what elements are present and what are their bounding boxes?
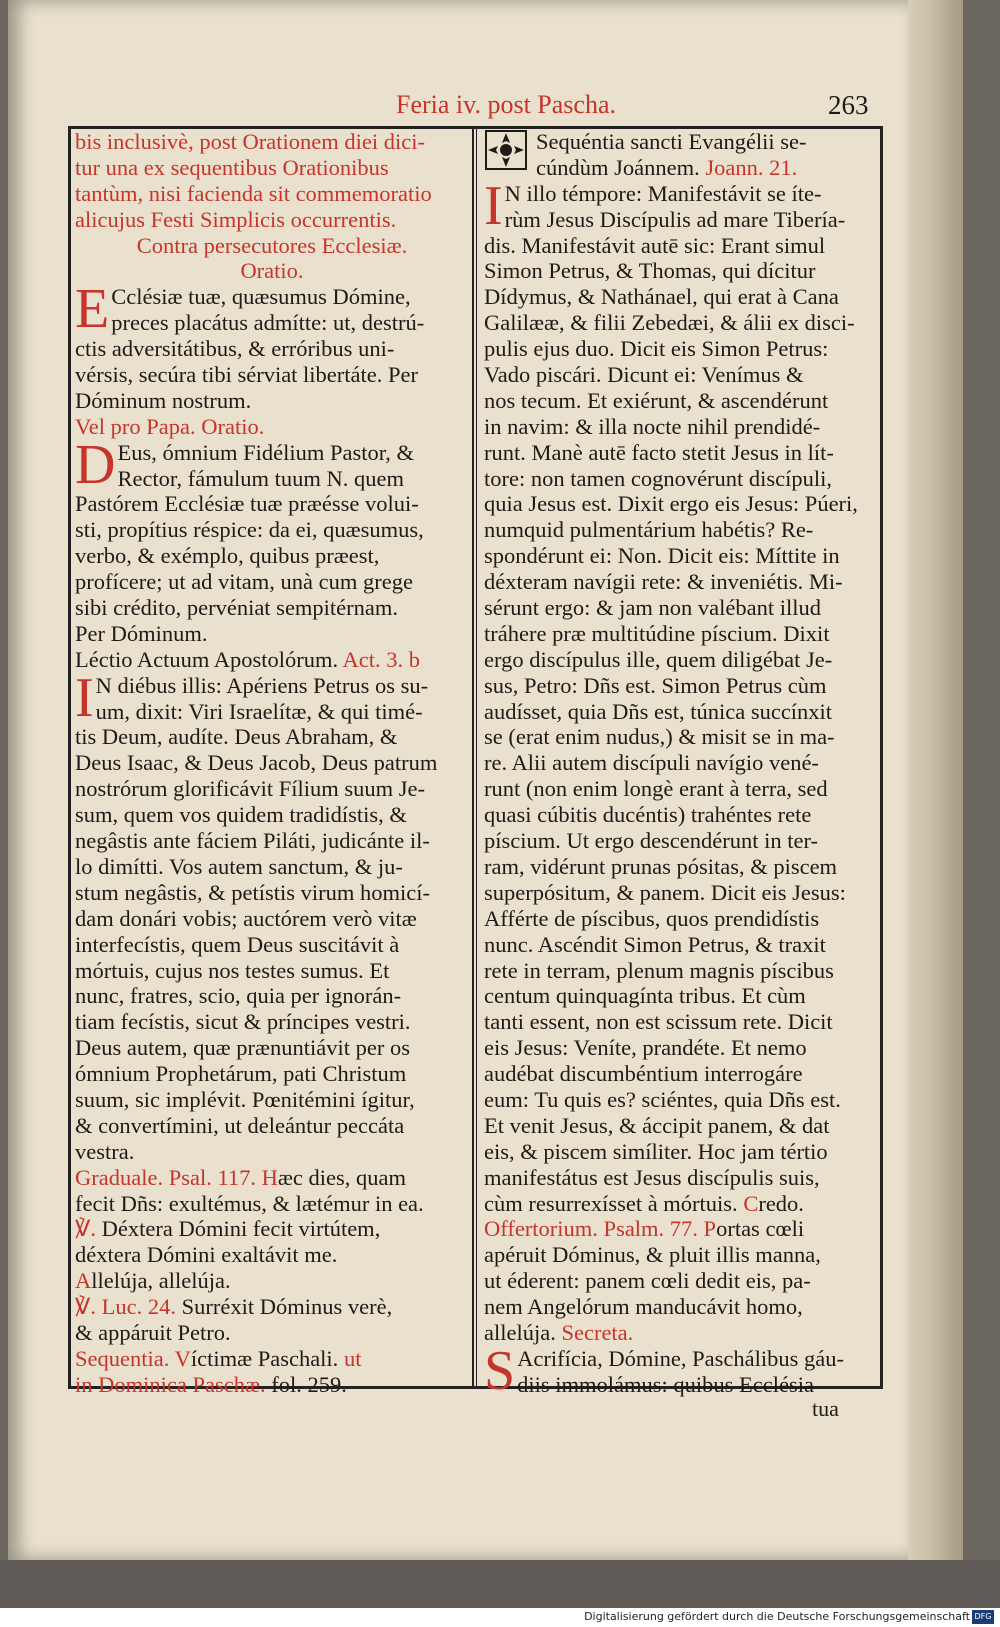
- left-text-line: profícere; ut ad vitam, unà cum grege: [75, 569, 413, 595]
- right-text-line: numquid pulmentárium habétis? Re-: [484, 517, 814, 543]
- drop-capital: D: [75, 433, 116, 496]
- column-divider-inner: [476, 126, 477, 1389]
- left-text-line: Contra persecutores Ecclesiæ.: [136, 232, 408, 258]
- left-text-line: Pastórem Ecclésiæ tuæ præésse volui-: [75, 491, 419, 517]
- left-text-line: Oratio.: [240, 258, 304, 284]
- right-text-line: Dídymus, & Nathánael, qui erat à Cana: [484, 284, 839, 310]
- left-text-line: dam donári vobis; auctórem verò vitæ: [75, 905, 417, 931]
- right-text-line: cùm resurrexísset à mórtuis. Credo.: [484, 1190, 804, 1216]
- left-text-line: sti, propítius réspice: da ei, quæsumus,: [75, 517, 424, 543]
- right-text-line: Afférte de píscibus, quos prendidístis: [484, 905, 820, 931]
- left-text-line: verbo, & exémplo, quibus præest,: [75, 543, 380, 569]
- right-text-line: ergo discípulus ille, quem diligébat Je-: [484, 646, 833, 672]
- right-text-line: centum quinquagínta tribus. Et cùm: [484, 983, 806, 1009]
- left-text-line: ℣. Luc. 24. Surréxit Dóminus verè,: [75, 1294, 393, 1320]
- left-text-line: Allelúja, allelúja.: [75, 1268, 231, 1294]
- page-edge: [908, 0, 963, 1580]
- left-text-line: & convertímini, ut deleántur peccáta: [75, 1112, 405, 1138]
- left-text-line: Léctio Actuum Apostolórum. Act. 3. b: [75, 646, 420, 672]
- right-text-line: rùm Jesus Discípulis ad mare Tibería-: [504, 206, 846, 232]
- left-text-line: preces placátus admítte: ut, destrú-: [111, 310, 425, 336]
- footer-text: Digitalisierung gefördert durch die Deutsche Forschungsgemeinschaft: [584, 1610, 970, 1623]
- left-text-line: vestra.: [75, 1138, 135, 1164]
- left-text-line: Per Dóminum.: [75, 620, 208, 646]
- left-text-line: negâstis ante fáciem Piláti, judicánte il-: [75, 828, 430, 854]
- left-text-line: tantùm, nisi facienda sit commemoratio: [75, 180, 432, 206]
- right-text-line: runt (non enim longè erant à terra, sed: [484, 776, 828, 802]
- left-text-line: mórtuis, cujus nos testes sumus. Et: [75, 957, 390, 983]
- right-text-line: sérunt ergo: & jam non valébant illud: [484, 595, 822, 621]
- left-text-line: Sequentia. Víctimæ Paschali. ut: [75, 1345, 362, 1371]
- drop-capital: S: [484, 1339, 516, 1402]
- left-text-line: suum, sic implévit. Pœnitémini ígitur,: [75, 1086, 415, 1112]
- right-text-line: superpósitum, & panem. Dicit eis Jesus:: [484, 879, 846, 905]
- right-text-line: Sequéntia sancti Evangélii se-: [484, 129, 876, 155]
- right-text-line: déxteram navígii rete: & inveniétis. Mi-: [484, 569, 843, 595]
- right-text-line: eis Jesus: Veníte, prandéte. Et nemo: [484, 1035, 807, 1061]
- left-text-line: in Dominica Paschæ. fol. 259.: [75, 1371, 347, 1397]
- right-text-line: runt. Manè autē facto stetit Jesus in lít-: [484, 439, 834, 465]
- drop-capital: E: [75, 278, 110, 341]
- right-text-line: apéruit Dóminus, & pluit illis manna,: [484, 1242, 821, 1268]
- right-text-line: tore: non tamen cognovérunt discípuli,: [484, 465, 833, 491]
- left-text-line: D Eus, ómnium Fidélium Pastor, &: [75, 433, 415, 496]
- right-text-line: in navim: & illa nocte nihil prendidé-: [484, 413, 821, 439]
- right-text-line: quia Jesus est. Dixit ergo eis Jesus: Púeri,: [484, 491, 858, 517]
- left-text-line: interfecístis, quem Deus suscitávit à: [75, 931, 400, 957]
- frame-left-rule: [68, 126, 71, 1389]
- left-text-line: Graduale. Psal. 117. Hæc dies, quam: [75, 1164, 406, 1190]
- dfg-logo: DFG: [972, 1610, 994, 1624]
- right-text-line: spondérunt ei: Non. Dicit eis: Míttite in: [484, 543, 840, 569]
- right-text-line: pulis ejus duo. Dicit eis Simon Petrus:: [484, 336, 829, 362]
- catchword: tua: [812, 1396, 839, 1421]
- right-text-line: audísset, quia Dñs est, túnica succínxit: [484, 698, 833, 724]
- right-text-line: Et venit Jesus, & áccipit panem, & dat: [484, 1112, 830, 1138]
- left-text-line: Dóminum nostrum.: [75, 387, 252, 413]
- footer-bar: [0, 1608, 1000, 1627]
- right-text-line: audébat discumbéntium interrogáre: [484, 1061, 803, 1087]
- fleuron-ornament-icon: [484, 129, 528, 171]
- left-text-line: ómnium Prophetárum, pati Christum: [75, 1061, 407, 1087]
- left-text-line: stum negâstis, & petístis virum homicí-: [75, 879, 430, 905]
- right-text-line: eis, & piscem simíliter. Hoc jam tértio: [484, 1138, 828, 1164]
- left-text-line: tis Deum, audíte. Deus Abraham, &: [75, 724, 398, 750]
- left-text-line: fecit Dñs: exultémus, & lætémur in ea.: [75, 1190, 424, 1216]
- left-text-line: ℣. Déxtera Dómini fecit virtútem,: [75, 1216, 381, 1242]
- column-divider: [472, 126, 474, 1389]
- left-text-line: déxtera Dómini exaltávit me.: [75, 1242, 338, 1268]
- page-number: 263: [828, 90, 869, 120]
- left-text-line: nostrórum glorificávit Fílium suum Je-: [75, 776, 425, 802]
- right-text-line: nem Angelórum manducávit homo,: [484, 1294, 803, 1320]
- right-text-line: nunc. Ascéndit Simon Petrus, & traxit: [484, 931, 826, 957]
- right-text-line: Offertorium. Psalm. 77. Portas cœli: [484, 1216, 805, 1242]
- left-text-line: Rector, fámulum tuum N. quem: [117, 465, 404, 491]
- right-text-line: Vado piscári. Dicunt ei: Venímus &: [484, 362, 804, 388]
- right-text-line: nos tecum. Et exiérunt, & ascendérunt: [484, 387, 829, 413]
- left-text-line: bis inclusivè, post Orationem diei dici-: [75, 129, 425, 154]
- left-text-line: Deus autem, quæ prænuntiávit per os: [75, 1035, 410, 1061]
- right-text-line: diis immolámus: quibus Ecclésia: [517, 1371, 814, 1397]
- running-title: Feria iv. post Pascha.: [396, 90, 616, 119]
- right-text-line: allelúja. Secreta.: [484, 1319, 634, 1345]
- right-text-line: I N illo témpore: Manifestávit se íte-: [484, 174, 822, 237]
- left-column: [75, 129, 469, 1398]
- left-text-line: E Cclésiæ tuæ, quæsumus Dómine,: [75, 278, 411, 341]
- right-text-line: rete in terram, plenum magnis píscibus: [484, 957, 834, 983]
- left-text-line: um, dixit: Viri Israelítæ, & qui timé-: [95, 698, 423, 724]
- left-text-line: Deus Isaac, & Deus Jacob, Deus patrum: [75, 750, 438, 776]
- right-text-line: Simon Petrus, & Thomas, qui dícitur: [484, 258, 816, 284]
- right-text-line: ram, vidérunt prunas pósitas, & piscem: [484, 853, 838, 879]
- drop-capital: I: [75, 666, 94, 729]
- left-text-line: sibi crédito, pervéniat sempitérnam.: [75, 595, 399, 621]
- left-text-line: alicujus Festi Simplicis occurrentis.: [75, 206, 397, 232]
- right-text-line: cúndùm Joánnem. Joann. 21.: [536, 154, 798, 180]
- right-text-line: re. Alii autem discípuli navígio vené-: [484, 750, 819, 776]
- left-text-line: I N diébus illis: Apériens Petrus os su-: [75, 666, 429, 729]
- left-text-line: ctis adversitátibus, & erróribus uni-: [75, 336, 395, 362]
- left-text-line: tiam fecístis, sicut & príncipes vestri.: [75, 1009, 411, 1035]
- right-column: [484, 129, 876, 1402]
- left-text-line: sum, quem vos quidem tradidístis, &: [75, 802, 407, 828]
- left-text-line: vérsis, secúra tibi sérviat libertáte. Per: [75, 362, 419, 388]
- right-text-line: dis. Manifestávit autē sic: Erant simul: [484, 232, 826, 258]
- right-text-line: Galilææ, & filii Zebedæi, & álii ex disci-: [484, 310, 855, 336]
- left-text-line: lo dimítti. Vos autem sanctum, & ju-: [75, 853, 403, 879]
- right-text-line: píscium. Ut ergo descendérunt in ter-: [484, 828, 819, 854]
- left-text-line: tur una ex sequentibus Orationibus: [75, 154, 389, 180]
- right-text-line: S Acrifícia, Dómine, Paschálibus gáu-: [484, 1339, 844, 1402]
- left-text-line: nunc, fratres, scio, quia per ignorán-: [75, 983, 402, 1009]
- right-text-line: tráhere præ multitúdine píscium. Dixit: [484, 620, 830, 646]
- right-text-line: eum: Tu quis es? sciéntes, quia Dñs est.: [484, 1086, 841, 1112]
- right-text-line: ut éderent: panem cœli dedit eis, pa-: [484, 1268, 811, 1294]
- right-text-line: quasi cúbitis ducéntis) trahéntes rete: [484, 802, 812, 828]
- drop-capital: I: [484, 174, 503, 237]
- left-text-line: & appáruit Petro.: [75, 1319, 231, 1345]
- right-text-line: sus, Petro: Dñs est. Simon Petrus cùm: [484, 672, 827, 698]
- right-text-line: manifestátus est Jesus discípulis suis,: [484, 1164, 820, 1190]
- right-text-line: tanti essent, non est scissum rete. Dicit: [484, 1009, 833, 1035]
- frame-right-rule: [880, 126, 883, 1389]
- left-text-line: Vel pro Papa. Oratio.: [75, 413, 265, 439]
- right-text-line: se (erat enim nudus,) & misit se in ma-: [484, 724, 835, 750]
